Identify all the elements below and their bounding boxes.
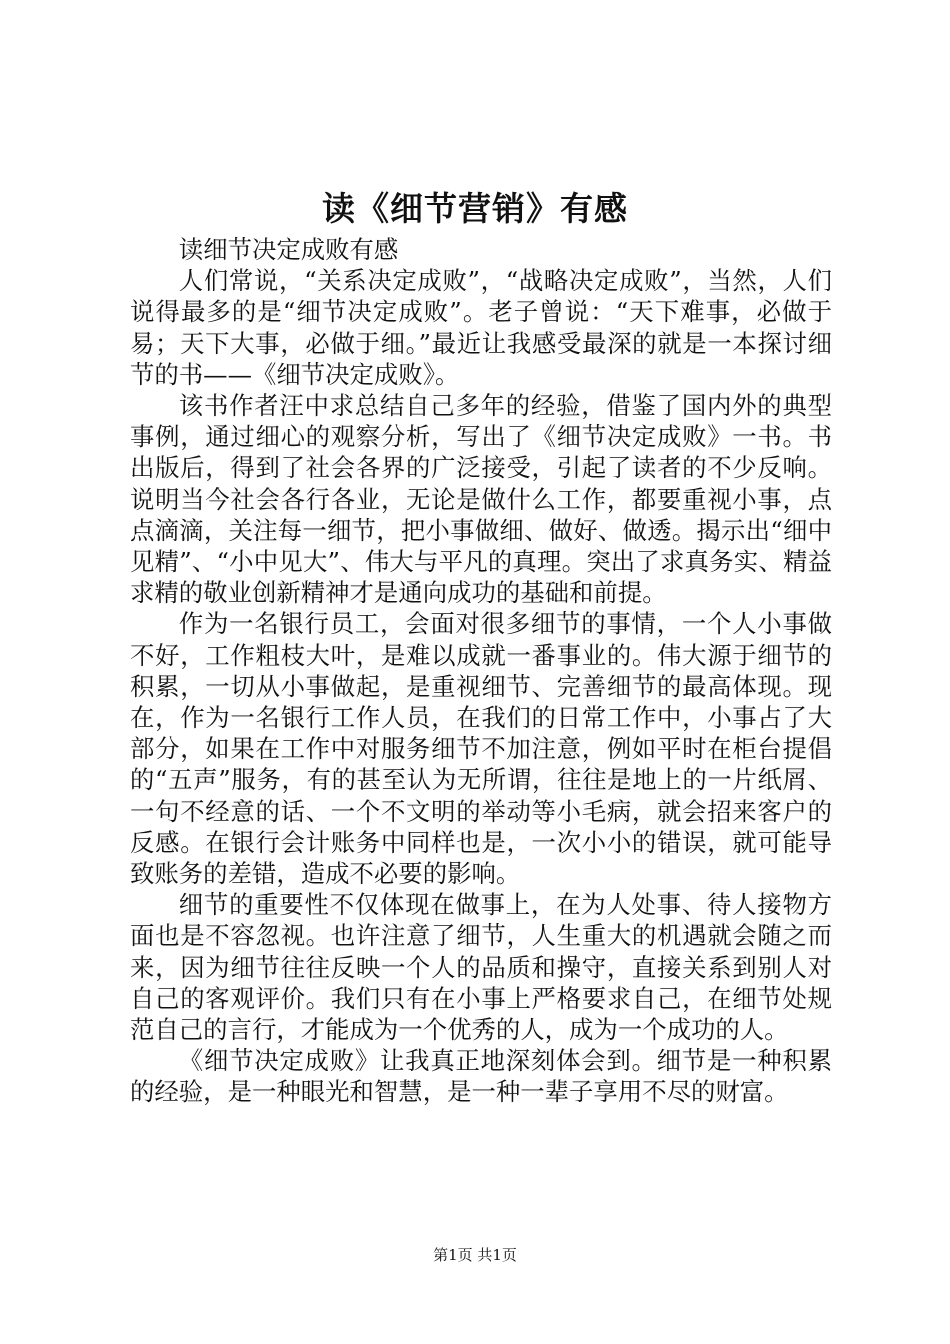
paragraph: 《细节决定成败》让我真正地深刻体会到。细节是一种积累的经验，是一种眼光和智慧，是一种一辈子享用不尽的财富。 <box>130 1046 832 1107</box>
page-footer: 第1页 共1页 <box>433 1246 517 1264</box>
paragraph: 人们常说，“关系决定成败”，“战略决定成败”，当然，人们说得最多的是“细节决定成败”。老子曾说：“天下难事，必做于易；天下大事，必做于细。”最近让我感受最深的就是一本探讨细节的书——《细节决定成败》。 <box>130 266 832 389</box>
document-title: 读《细节营销》有感 <box>322 189 628 228</box>
paragraph: 该书作者汪中求总结自己多年的经验，借鉴了国内外的典型事例，通过细心的观察分析，写出了《细节决定成败》一书。书出版后，得到了社会各界的广泛接受，引起了读者的不少反响。说明当今社会各行各业，无论是做什么工作，都要重视小事，点点滴滴，关注每一细节，把小事做细、做好、做透。揭示出“细中见精”、“小中见大”、伟大与平凡的真理。突出了求真务实、精益求精的敬业创新精神才是通向成功的基础和前提。 <box>130 391 832 608</box>
paragraph-subtitle: 读细节决定成败有感 <box>178 235 399 264</box>
paragraph: 作为一名银行员工，会面对很多细节的事情，一个人小事做不好，工作粗枝大叶，是难以成就一番事业的。伟大源于细节的积累，一切从小事做起，是重视细节、完善细节的最高体现。现在，作为一名银行工作人员，在我们的日常工作中，小事占了大部分，如果在工作中对服务细节不加注意，例如平时在柜台提倡的“五声”服务，有的甚至认为无所谓，往往是地上的一片纸屑、一句不经意的话、一个不文明的举动等小毛病，就会招来客户的反感。在银行会计账务中同样也是，一次小小的错误，就可能导致账务的差错，造成不必要的影响。 <box>130 609 832 889</box>
paragraph: 细节的重要性不仅体现在做事上，在为人处事、待人接物方面也是不容忽视。也许注意了细节，人生重大的机遇就会随之而来，因为细节往往反映一个人的品质和操守，直接关系到别人对自己的客观评价。我们只有在小事上严格要求自己，在细节处规范自己的言行，才能成为一个优秀的人，成为一个成功的人。 <box>130 890 832 1045</box>
document-body <box>130 234 832 1108</box>
